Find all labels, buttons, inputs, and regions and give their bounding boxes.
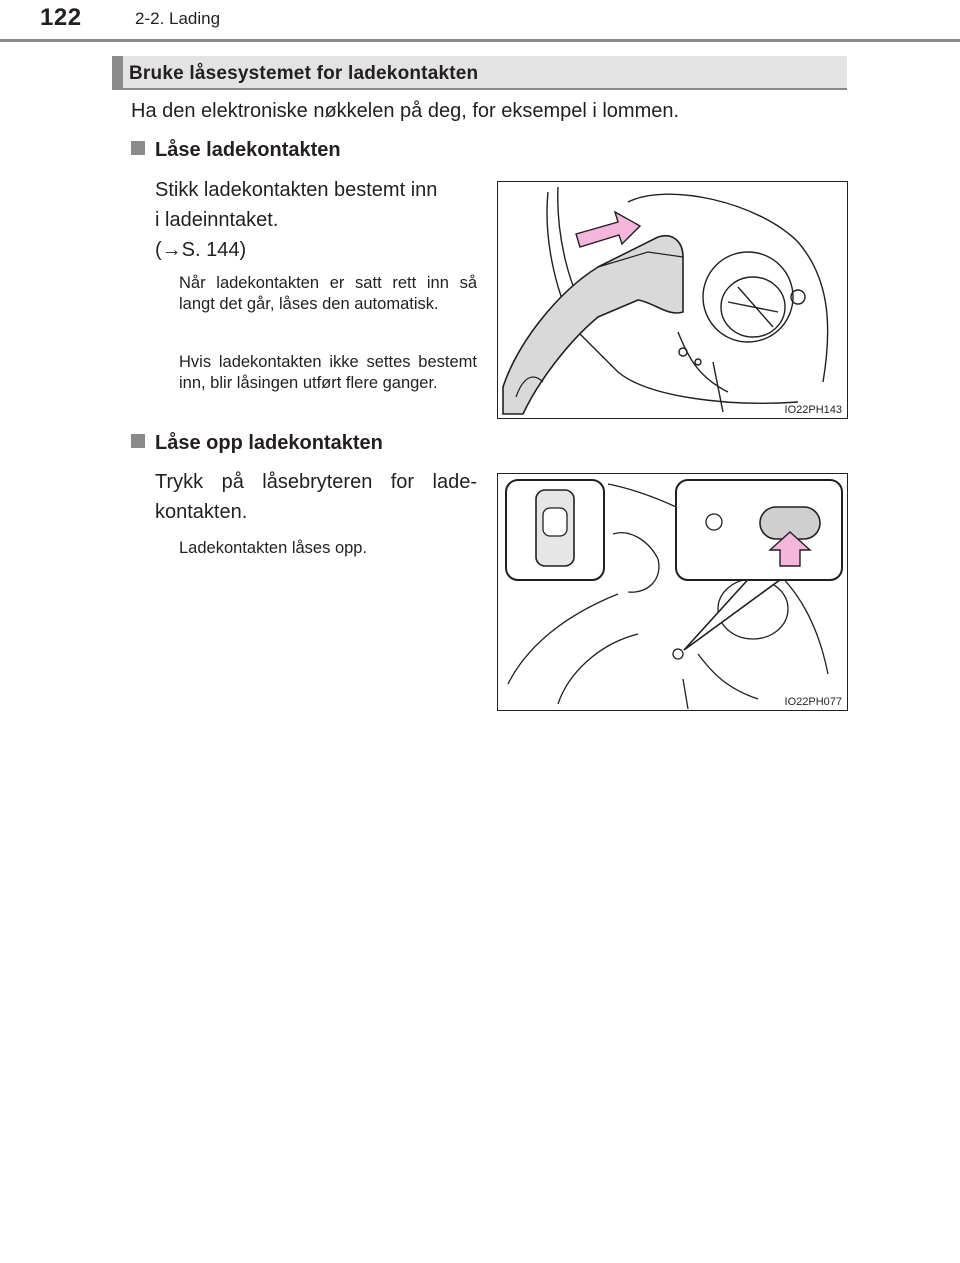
figure-lock-connector bbox=[497, 181, 848, 419]
section-heading: Bruke låsesystemet for ladekontakten bbox=[129, 63, 479, 84]
section-heading-bar bbox=[112, 56, 847, 90]
lock-subheading-label: Låse ladekontakten bbox=[155, 139, 341, 161]
unlock-note: Ladekontakten låses opp. bbox=[179, 539, 368, 557]
section-label: 2-2. Lading bbox=[135, 9, 221, 28]
unlock-instruction: Trykk på låsebryteren for lade-kontakten. bbox=[155, 471, 477, 523]
lock-note-2: Hvis ladekontakten ikke settes bestemt inn, blir låsingen utført flere ganger. bbox=[179, 353, 477, 392]
intro-text: Ha den elektroniske nøkkelen på deg, for eksempel i lommen. bbox=[131, 100, 680, 122]
lock-reference: (→S. 144) bbox=[155, 239, 247, 261]
unlock-subheading bbox=[131, 432, 383, 455]
lock-subheading bbox=[131, 139, 341, 162]
lock-instruction-line2: i ladeinntaket. bbox=[155, 209, 279, 231]
figure-unlock-connector bbox=[497, 473, 848, 711]
lock-instruction-line1: Stikk ladekontakten bestemt inn bbox=[155, 179, 438, 201]
header-rule bbox=[0, 39, 960, 42]
bullet-square-icon bbox=[131, 434, 145, 448]
page-number: 122 bbox=[40, 4, 82, 31]
bullet-square-icon bbox=[131, 141, 145, 155]
insert-arrow-icon bbox=[576, 212, 640, 247]
unlock-illustration bbox=[498, 474, 848, 711]
heading-accent bbox=[112, 56, 123, 88]
unlock-figure-code: IO22PH077 bbox=[784, 696, 842, 708]
lock-illustration bbox=[498, 182, 848, 419]
charging-plug-shape bbox=[503, 236, 683, 414]
lock-figure-code: IO22PH143 bbox=[784, 404, 842, 416]
unlock-subheading-label: Låse opp ladekontakten bbox=[155, 432, 383, 454]
lock-instruction bbox=[155, 175, 477, 265]
lock-note-1: Når ladekontakten er satt rett inn så langt det går, låses den automatisk. bbox=[179, 274, 477, 313]
